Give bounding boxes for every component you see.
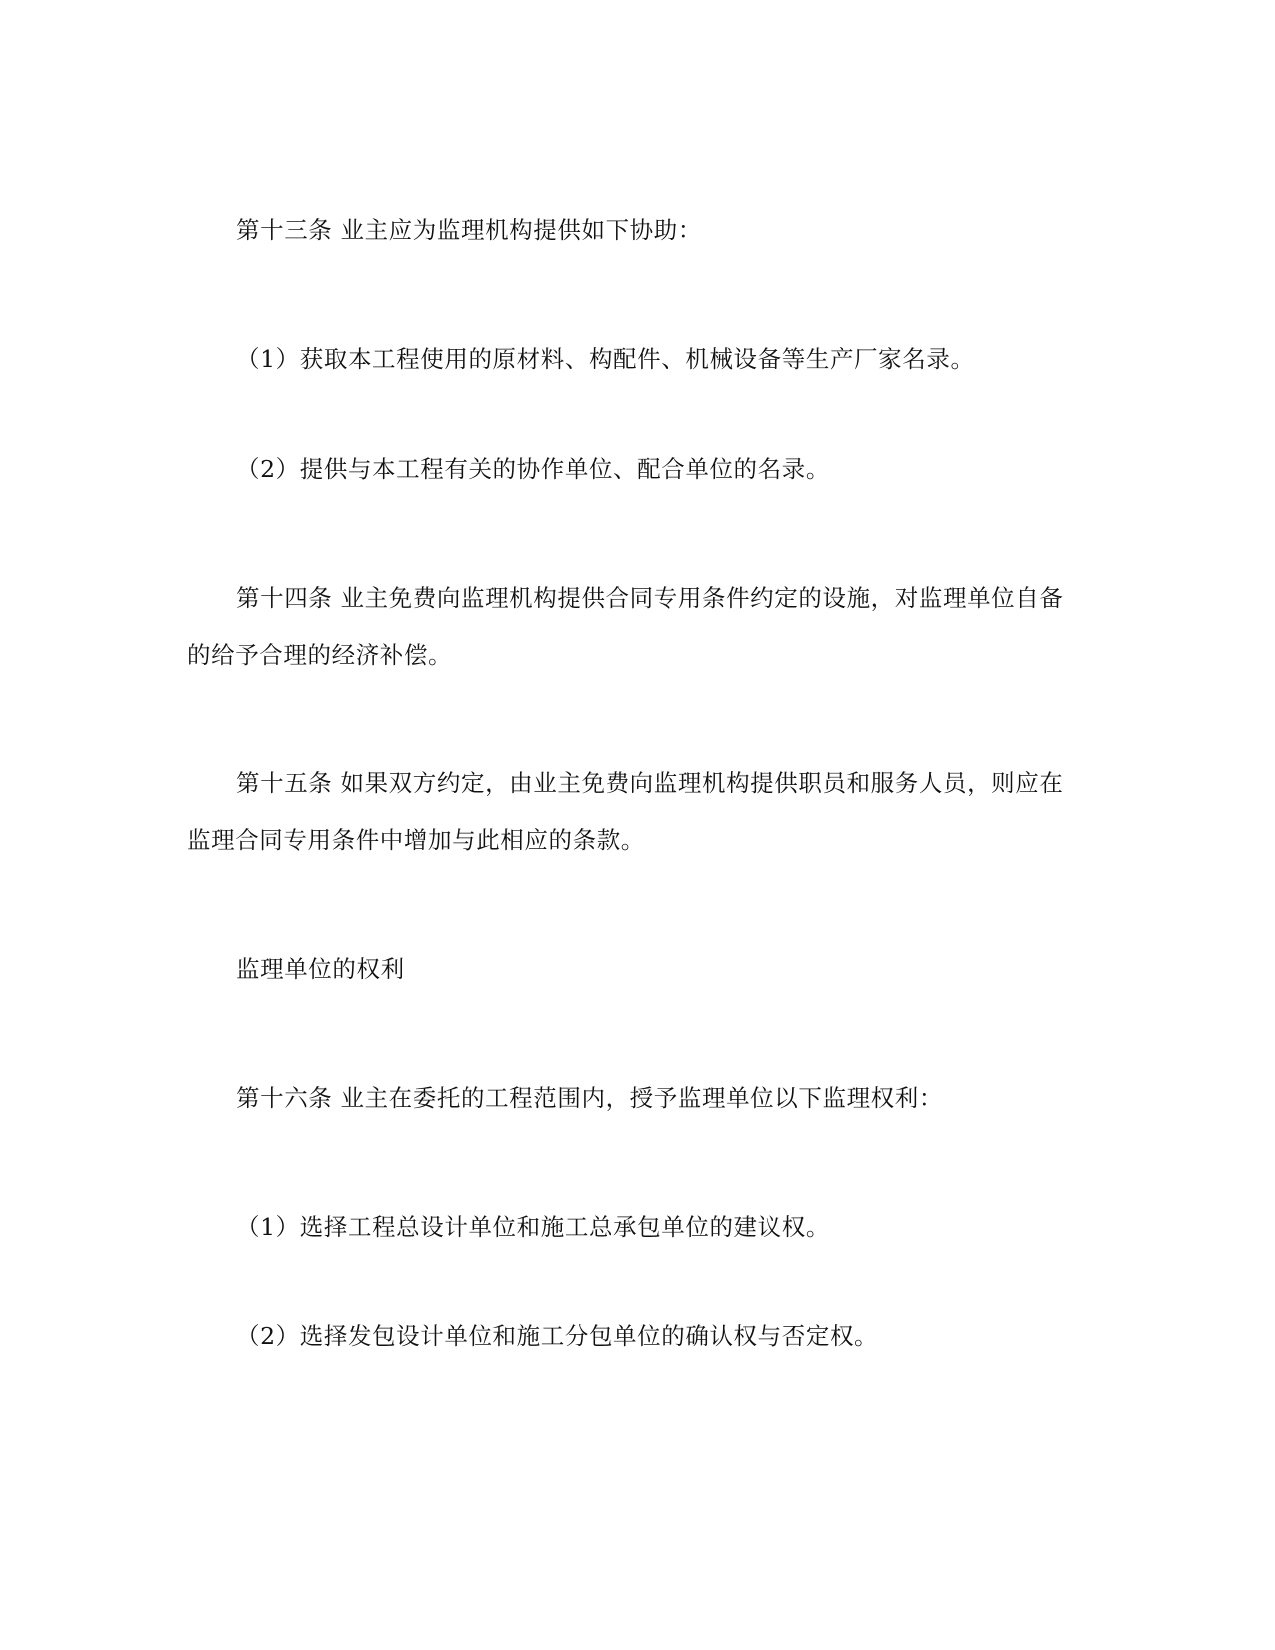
article-15-line-1: 第十五条 如果双方约定，由业主免费向监理机构提供职员和服务人员，则应在 (236, 769, 1064, 797)
article-16-title: 第十六条 业主在委托的工程范围内，授予监理单位以下监理权利： (236, 1084, 943, 1112)
article-14-line-2: 的给予合理的经济补偿。 (187, 641, 453, 669)
section-heading: 监理单位的权利 (236, 955, 405, 983)
article-13-title: 第十三条 业主应为监理机构提供如下协助： (236, 216, 702, 244)
article-16-item-1: （1）选择工程总设计单位和施工总承包单位的建议权。 (236, 1213, 830, 1241)
article-13-item-1: （1）获取本工程使用的原材料、构配件、机械设备等生产厂家名录。 (236, 345, 975, 373)
article-13-item-2: （2）提供与本工程有关的协作单位、配合单位的名录。 (236, 455, 830, 483)
article-16-item-2: （2）选择发包设计单位和施工分包单位的确认权与否定权。 (236, 1322, 879, 1350)
article-14-line-1: 第十四条 业主免费向监理机构提供合同专用条件约定的设施，对监理单位自备 (236, 584, 1064, 612)
article-15-line-2: 监理合同专用条件中增加与此相应的条款。 (187, 826, 645, 854)
